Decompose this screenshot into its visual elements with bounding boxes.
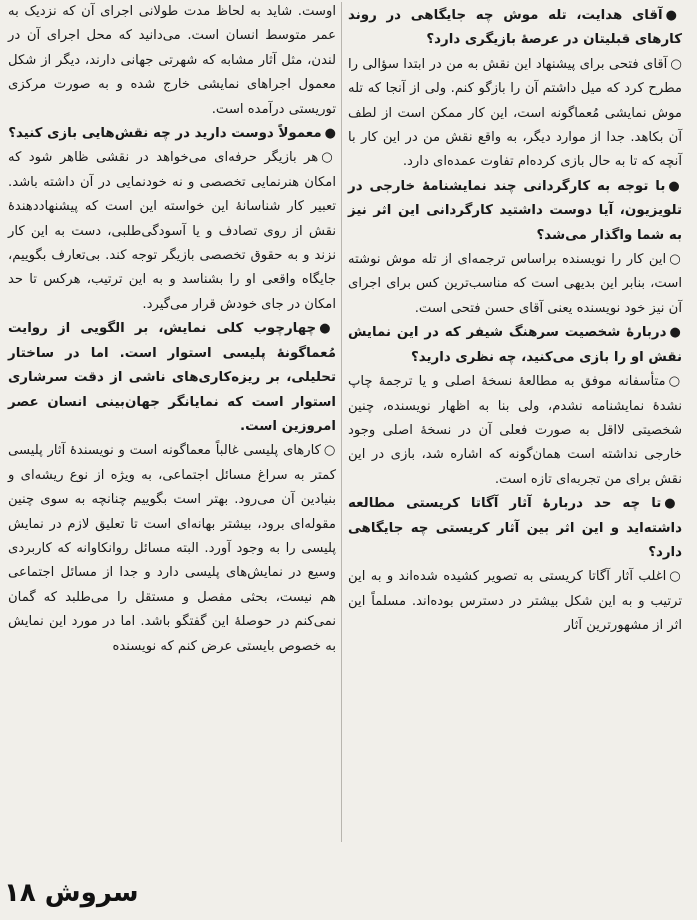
interview-answer [348, 53, 682, 175]
interview-question [348, 321, 682, 370]
answer-circle-icon: ○ [669, 252, 682, 268]
paragraph-text: با توجه به کارگردانی چند نمایشنامهٔ خارجی در تلویزیون، آیا دوست داشتید کارگردانی این اثر نیز به شما واگذار می‌شد؟ [348, 178, 682, 243]
interview-answer [8, 0, 336, 122]
question-bullet-icon: ● [664, 496, 682, 512]
interview-question [348, 175, 682, 248]
paragraph-text: آقای هدایت، تله موش چه جایگاهی در روند کارهای قبلیتان در عرصهٔ بازیگری دارد؟ [348, 8, 682, 48]
interview-answer [348, 565, 682, 638]
interview-question [348, 4, 682, 53]
paragraph-text: این کار را نویسنده براساس ترجمه‌ای از تله موش نوشته است، بنابر این بدیهی است که مناسب‌ترین کس برای اجرای آن نیز خود نویسنده یعنی آقای حسن فتحی است. [348, 252, 682, 316]
interview-question [8, 317, 336, 439]
interview-answer [348, 248, 682, 321]
column-divider [341, 2, 342, 842]
paragraph-text: هر بازیگر حرفه‌ای می‌خواهد در نقشی ظاهر شود که امکان هنرنمایی تخصصی و نه خودنمایی در آن داشته باشد. تعبیر کار شناسانهٔ این خواسته این است که پیشنهاددهندهٔ نقش از روی تصادف و یا آسودگی‌طلبی، دست به این کار نزند و به حقوق تخصصی بازیگر توجه کند. بی‌تعارف بگوییم، جایگاه واقعی او را بشناسد و به این ترتیب، هرکس تا حد امکان در جای خودش قرار می‌گیرد. [8, 150, 336, 312]
answer-circle-icon: ○ [669, 569, 682, 585]
page-number: سروش ۱۸ [4, 878, 139, 908]
paragraph-text: تا چه حد دربارهٔ آثار آگاتا کریستی مطالعه داشته‌اید و این اثر بین آثار کریستی چه جایگاهی دارد؟ [348, 496, 682, 560]
interview-question [8, 122, 336, 146]
paragraph-text: دربارهٔ شخصیت سرهنگ شیفر که در این نمایش نقش او را بازی می‌کنید، چه نظری دارید؟ [348, 325, 682, 365]
paragraph-text: چهارچوب کلی نمایش، بر الگویی از روایت مُعماگونهٔ پلیسی استوار است. اما در ساختار تحلیلی، بر ریزه‌کاری‌های ناشی از دقت سرشاری استوار است که نمایانگر جهان‌بینی انسان عصر امروزین است. [8, 321, 336, 434]
answer-circle-icon: ○ [668, 374, 682, 390]
left-column [8, 0, 336, 659]
answer-circle-icon: ○ [321, 150, 336, 166]
paragraph-text: اغلب آثار آگاتا کریستی به تصویر کشیده شده‌اند و به این ترتیب و به این شکل بیشتر در دسترس بوده‌اند. مسلماً این اثر از مشهورترین آثار [348, 569, 682, 634]
question-bullet-icon: ● [319, 321, 337, 337]
paragraph-text: اوست. شاید به لحاظ مدت طولانی اجرای آن که نزدیک به عمر متوسط انسان است. می‌دانید که محل اجرای آن در لندن، مثل آثار مشابه که شهرتی جهانی دارند، دیگر از شکل معمول اجراهای نمایشی خارج شده و به صورت مرکزی توریستی درآمده است. [8, 4, 336, 117]
question-bullet-icon: ● [665, 8, 682, 23]
interview-answer [8, 439, 336, 659]
answer-circle-icon: ○ [670, 56, 682, 72]
question-bullet-icon: ● [669, 325, 683, 341]
interview-answer [8, 146, 336, 317]
interview-question [348, 492, 682, 565]
question-bullet-icon: ● [324, 126, 336, 142]
paragraph-text: متأسفانه موفق به مطالعهٔ نسخهٔ اصلی و یا ترجمهٔ چاپ نشدهٔ نمایشنامه نشدم، ولی بنا به اظهار نویسنده، چنین شخصیتی لااقل به صورت فعلی آن در نسخهٔ اصلی وجود خارجی نداشته است همان‌گونه که اشاره شد، بازی در این نقش برای من تجربه‌ای تازه است. [348, 374, 682, 487]
paragraph-text: آقای فتحی برای پیشنهاد این نقش به من در ابتدا سؤالی را مطرح کرد که میل داشتم آن را بازگو کنم. ولی از آنجا که تله موش نمایشی مُعماگونه است، این کار ممکن است از لطف آن بکاهد. جدا از موارد دیگر، به واقع نقش من در این کار با آنچه که تا به حال بازی کرده‌ام تفاوت عمده‌ای دارد. [348, 56, 682, 170]
interview-answer [348, 370, 682, 492]
paragraph-text: کارهای پلیسی غالباً معماگونه است و نویسندهٔ آثار پلیسی کمتر به سراغ مسائل اجتماعی، به ویژه از نوع ریشه‌ای و بنیادین آن می‌رود. بهتر است بگوییم چنانچه به سوی چنین مقوله‌ای برود، بیشتر بهانه‌ای است تا تعلیق لازم در نمایش پلیسی را به وجود آورد. البته مسائل روانکاوانه که کاربردی وسیع در نمایش‌های پلیسی دارد و جدا از مسائل اجتماعی هم نیست، بحثی مفصل و مستقل را می‌طلبد که گمان نمی‌کنم در حوصلهٔ این گفتگو باشد. اما در مورد این نمایش به خصوص بایستی عرض کنم که نویسنده [8, 443, 336, 654]
question-bullet-icon: ● [668, 178, 682, 194]
answer-circle-icon: ○ [323, 443, 336, 459]
paragraph-text: معمولاً دوست دارید در چه نقش‌هایی بازی کنید؟ [8, 126, 322, 142]
right-column [348, 0, 682, 639]
